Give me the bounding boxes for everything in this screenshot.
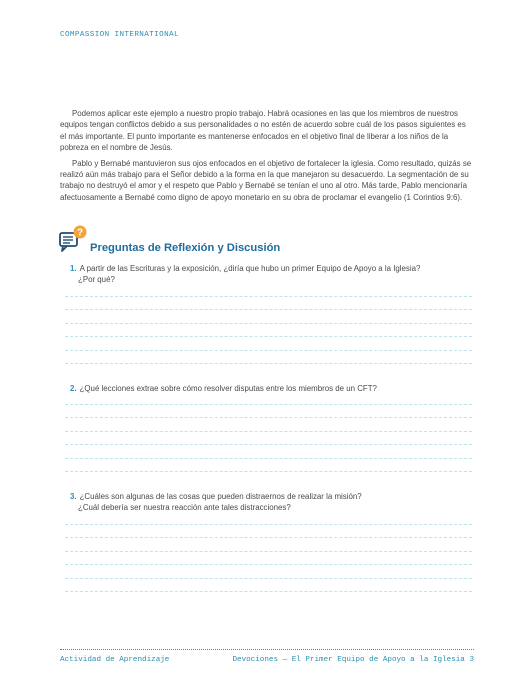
answer-line: [65, 431, 472, 432]
svg-text:?: ?: [76, 227, 84, 239]
answer-line: [65, 309, 472, 310]
footer-left: Actividad de Aprendizaje: [60, 656, 170, 664]
answer-line: [65, 404, 472, 405]
question-1: [70, 263, 470, 286]
answer-lines-2[interactable]: [65, 404, 472, 484]
answer-line: [65, 444, 472, 445]
answer-line: [65, 591, 472, 592]
question-3: [70, 491, 470, 514]
question-text-line2: ¿Cuál debería ser nuestra reacción ante tales distracciones?: [78, 503, 291, 513]
question-text-line2: ¿Por qué?: [78, 275, 115, 285]
question-number: 2.: [70, 384, 77, 393]
question-text: ¿Qué lecciones extrae sobre cómo resolver disputas entre los miembros de un CFT?: [79, 384, 377, 393]
answer-lines-1[interactable]: [65, 296, 472, 376]
answer-line: [65, 578, 472, 579]
question-number: 3.: [70, 492, 77, 501]
answer-line: [65, 336, 472, 337]
footer-title: Devociones — El Primer Equipo de Apoyo a la Iglesia: [232, 656, 465, 664]
footer-divider: [60, 649, 474, 650]
answer-line: [65, 296, 472, 297]
answer-line: [65, 417, 472, 418]
answer-line: [65, 323, 472, 324]
discussion-bubble-question-icon: [58, 225, 88, 255]
section-title: Preguntas de Reflexión y Discusión: [90, 242, 281, 254]
question-text: ¿Cuáles son algunas de las cosas que pueden distraernos de realizar la misión?: [79, 492, 362, 501]
body-text: [60, 108, 472, 207]
header-org: COMPASSION INTERNATIONAL: [60, 31, 179, 39]
answer-line: [65, 537, 472, 538]
answer-line: [65, 524, 472, 525]
answer-line: [65, 350, 472, 351]
answer-line: [65, 458, 472, 459]
question-2: [70, 383, 470, 394]
answer-lines-3[interactable]: [65, 524, 472, 604]
paragraph-2: Pablo y Bernabé mantuvieron sus ojos enfocados en el objetivo de fortalecer la iglesia. Como resultado, quizás se realizó aún más trabajo para el Señor debido a la forma en la que manejaron su desacuerdo. La segmentación de su trabajo no destruyó el amor y el respeto que Pablo y Bernabé se tenían el uno al otro. Más tarde, Pablo mencionaría afectuosamente a Bernabé como digno de apoyo monetario en su obra de proclamar el evangelio (1 Corintios 9:6).: [60, 158, 472, 202]
footer-right: [232, 656, 474, 664]
section-header: [58, 225, 478, 257]
page-number: 3: [469, 656, 474, 664]
answer-line: [65, 363, 472, 364]
question-text: A partir de las Escrituras y la exposición, ¿diría que hubo un primer Equipo de Apoyo a la Iglesia?: [79, 264, 421, 273]
question-number: 1.: [70, 264, 77, 273]
answer-line: [65, 471, 472, 472]
answer-line: [65, 551, 472, 552]
paragraph-1: Podemos aplicar este ejemplo a nuestro propio trabajo. Habrá ocasiones en las que los miembros de nuestros equipos tengan conflictos debido a sus personalidades o no estén de acuerdo sobre cuál de los pasos siguientes es el más importante. El punto importante es mantenerse enfocados en el objetivo final de liberar a los niños de la pobreza en el nombre de Jesús.: [60, 109, 466, 153]
answer-line: [65, 564, 472, 565]
